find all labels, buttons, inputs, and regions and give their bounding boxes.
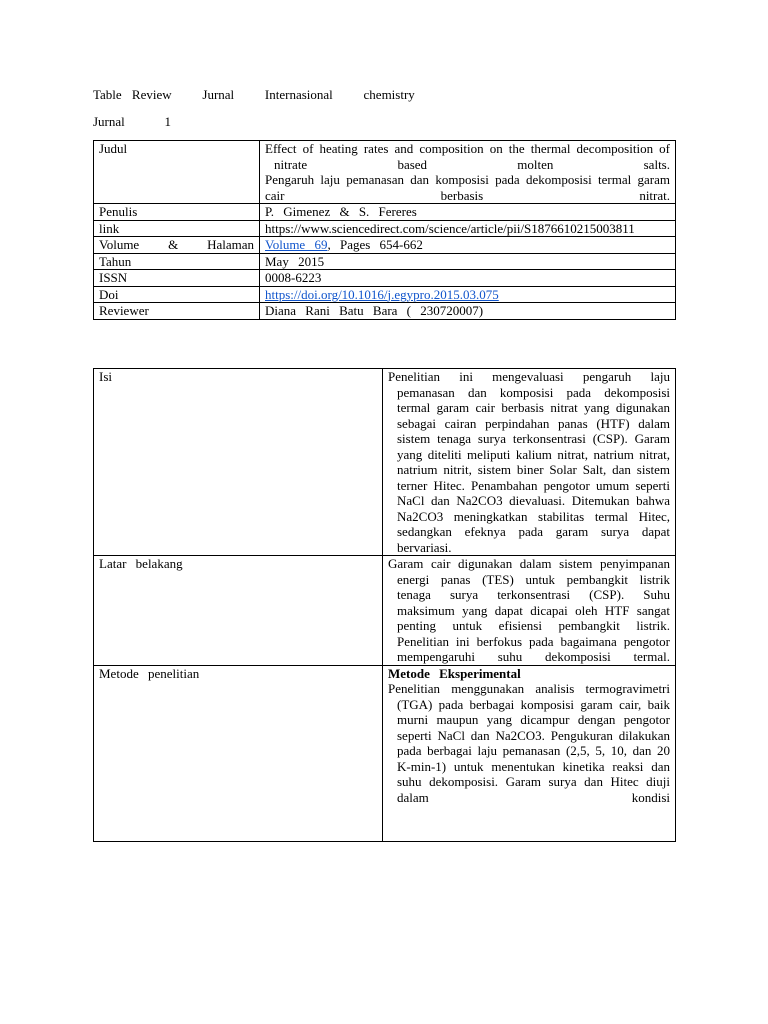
reviewer-value: Diana Rani Batu Bara ( 230720007) bbox=[260, 303, 676, 320]
jurnal-number-label: Jurnal 1 bbox=[93, 114, 172, 129]
document-title: Table Review Jurnal Internasional chemistry bbox=[93, 87, 415, 102]
pages-text: , Pages 654-662 bbox=[327, 237, 423, 252]
metode-heading: Metode Eksperimental bbox=[388, 665, 521, 681]
link-label: link bbox=[94, 220, 260, 237]
isi-text: Penelitian ini mengevaluasi pengaruh laju pemanasan dan komposisi pada dekomposisi termal garam cair berbasis nitrat yang digunakan sebagai cairan perpindahan panas (HTF) dalam sistem tenaga surya terkonsentrasi (CSP). Garam yang diteliti meliputi kalium nitrat, natrium nitrat, natrium nitrit, sistem biner Solar Salt, dan sistem terner Hitec. Penambahan pengotor umum seperti NaCl dan Na2CO3 dievaluasi. Ditemukan bahwa Na2CO3 meningkatkan stabilitas termal Hitec, sedangkan efeknya pada garam surya dapat bervariasi. bbox=[388, 369, 670, 555]
table-row bbox=[94, 286, 676, 303]
volume-link[interactable]: Volume 69 bbox=[265, 237, 328, 252]
table-row bbox=[94, 556, 676, 666]
table-row bbox=[94, 303, 676, 320]
latar-belakang-cell bbox=[383, 556, 676, 666]
tahun-value: May 2015 bbox=[260, 253, 676, 270]
table-row bbox=[94, 253, 676, 270]
table-row bbox=[94, 220, 676, 237]
table-row bbox=[94, 665, 676, 842]
issn-value: 0008-6223 bbox=[260, 270, 676, 287]
judul-indonesian: Pengaruh laju pemanasan dan komposisi pada dekomposisi termal garam cair berbasis nitrat. bbox=[265, 172, 670, 203]
table-row bbox=[94, 237, 676, 254]
volume-label: Volume & Halaman bbox=[94, 237, 260, 254]
table-row bbox=[94, 369, 676, 556]
isi-label: Isi bbox=[94, 369, 383, 556]
metode-text: Penelitian menggunakan analisis termogravimetri (TGA) pada berbagai komposisi garam cair, baik murni maupun yang dicampur dengan pengotor seperti NaCl dan Na2CO3. Pengukuran dilakukan pada berbagai laju pemanasan (2,5, 5, 10, dan 20 K-min-1) untuk menentukan kinetika reaksi dan suhu dekomposisi. Garam surya dan Hitec diuji dalam kondisi bbox=[388, 681, 670, 805]
judul-english: Effect of heating rates and composition on the thermal decomposition of nitrate based molten salts. bbox=[265, 141, 670, 172]
volume-value bbox=[260, 237, 676, 254]
metode-label: Metode penelitian bbox=[94, 665, 383, 842]
latar-belakang-text: Garam cair digunakan dalam sistem penyimpanan energi panas (TES) untuk pembangkit listrik tenaga surya terkonsentrasi (CSP). Suhu maksimum yang dapat dicapai oleh HTF sangat penting untuk efisiensi pembangkit listrik. Penelitian ini berfokus pada bagaimana pengotor mempengaruhi suhu dekomposisi termal. bbox=[388, 556, 670, 664]
judul-label: Judul bbox=[94, 141, 260, 204]
link-value[interactable]: https://www.sciencedirect.com/science/article/pii/S1876610215003811 bbox=[260, 220, 676, 237]
reviewer-label: Reviewer bbox=[94, 303, 260, 320]
review-content-table bbox=[93, 368, 676, 842]
doi-label: Doi bbox=[94, 286, 260, 303]
issn-label: ISSN bbox=[94, 270, 260, 287]
tahun-label: Tahun bbox=[94, 253, 260, 270]
metode-cell bbox=[383, 665, 676, 842]
penulis-label: Penulis bbox=[94, 204, 260, 221]
table-row bbox=[94, 270, 676, 287]
doi-value bbox=[260, 286, 676, 303]
latar-belakang-label: Latar belakang bbox=[94, 556, 383, 666]
penulis-value: P. Gimenez & S. Fereres bbox=[260, 204, 676, 221]
isi-cell bbox=[383, 369, 676, 556]
doi-link[interactable]: https://doi.org/10.1016/j.egypro.2015.03.075 bbox=[265, 286, 499, 302]
metode-text-clip bbox=[388, 681, 670, 841]
judul-value bbox=[260, 141, 676, 204]
metadata-table bbox=[93, 140, 676, 320]
table-row bbox=[94, 204, 676, 221]
table-row bbox=[94, 141, 676, 204]
